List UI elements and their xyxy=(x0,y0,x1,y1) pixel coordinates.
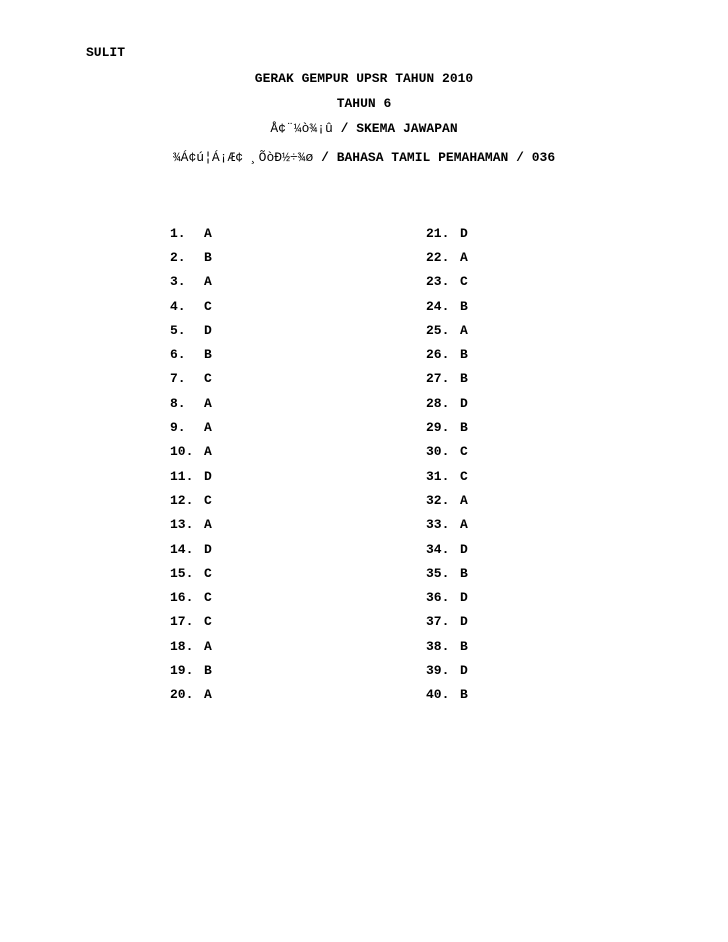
answer-row xyxy=(170,537,212,561)
answer-row xyxy=(170,270,212,294)
question-number: 17. xyxy=(170,614,194,630)
answer-letter: A xyxy=(204,274,212,290)
answer-column-left xyxy=(170,221,212,707)
answer-row xyxy=(170,440,212,464)
answer-letter: D xyxy=(460,590,468,606)
answer-letter: D xyxy=(204,541,212,557)
question-number: 10. xyxy=(170,444,194,460)
answer-row xyxy=(170,683,212,707)
question-number: 18. xyxy=(170,638,194,654)
answer-letter: B xyxy=(460,420,468,436)
answer-letter: A xyxy=(204,444,212,460)
answer-scheme-tamil: Å¢¨¼ò¾¡û xyxy=(270,121,333,136)
answer-letter: B xyxy=(460,565,468,581)
question-number: 23. xyxy=(426,274,450,290)
answer-letter: D xyxy=(460,541,468,557)
answer-letter: D xyxy=(204,322,212,338)
question-number: 27. xyxy=(426,371,450,387)
question-number: 21. xyxy=(426,225,450,241)
question-number: 31. xyxy=(426,468,450,484)
answer-letter: B xyxy=(460,638,468,654)
answer-row xyxy=(426,342,468,366)
question-number: 16. xyxy=(170,590,194,606)
answer-row xyxy=(170,391,212,415)
answer-row xyxy=(426,270,468,294)
question-number: 39. xyxy=(426,662,450,678)
answer-letter: B xyxy=(460,298,468,314)
answer-row xyxy=(426,294,468,318)
question-number: 8. xyxy=(170,395,186,411)
answer-row xyxy=(426,245,468,269)
question-number: 26. xyxy=(426,347,450,363)
subject-malay: / BAHASA TAMIL PEMAHAMAN / 036 xyxy=(313,150,556,165)
question-number: 24. xyxy=(426,298,450,314)
question-number: 5. xyxy=(170,322,186,338)
question-number: 22. xyxy=(426,249,450,265)
answer-letter: C xyxy=(204,371,212,387)
answer-row xyxy=(170,610,212,634)
question-number: 12. xyxy=(170,492,194,508)
answer-letter: D xyxy=(460,225,468,241)
question-number: 38. xyxy=(426,638,450,654)
answer-letter: C xyxy=(204,614,212,630)
question-number: 9. xyxy=(170,420,186,436)
answer-row xyxy=(426,513,468,537)
answer-letter: C xyxy=(204,565,212,581)
answer-letter: A xyxy=(204,395,212,411)
answer-scheme-heading xyxy=(0,121,728,136)
question-number: 36. xyxy=(426,590,450,606)
answer-letter: C xyxy=(460,468,468,484)
answer-scheme-malay: / SKEMA JAWAPAN xyxy=(332,121,458,136)
subject-tamil: ¾Á¢ú¦Á¡Æ¢ ¸ÕòÐ½÷¾ø xyxy=(172,150,314,165)
answer-row xyxy=(170,464,212,488)
answer-row xyxy=(170,294,212,318)
answer-letter: A xyxy=(204,420,212,436)
answer-letter: C xyxy=(460,444,468,460)
answer-row xyxy=(170,245,212,269)
question-number: 33. xyxy=(426,517,450,533)
answer-letter: D xyxy=(460,662,468,678)
answer-letter: B xyxy=(460,371,468,387)
question-number: 15. xyxy=(170,565,194,581)
answer-letter: A xyxy=(204,225,212,241)
subject-heading xyxy=(0,150,728,165)
answer-row xyxy=(170,585,212,609)
answer-row xyxy=(170,513,212,537)
answer-row xyxy=(426,634,468,658)
answer-row xyxy=(426,658,468,682)
answer-row xyxy=(426,440,468,464)
answer-letter: C xyxy=(204,298,212,314)
answer-letter: A xyxy=(204,638,212,654)
question-number: 37. xyxy=(426,614,450,630)
answer-letter: A xyxy=(204,517,212,533)
question-number: 40. xyxy=(426,687,450,703)
question-number: 29. xyxy=(426,420,450,436)
answer-letter: D xyxy=(460,395,468,411)
question-number: 32. xyxy=(426,492,450,508)
answer-letter: B xyxy=(204,347,212,363)
answer-row xyxy=(426,464,468,488)
answer-letter: C xyxy=(460,274,468,290)
answer-letter: C xyxy=(204,492,212,508)
answer-row xyxy=(426,537,468,561)
question-number: 3. xyxy=(170,274,186,290)
question-number: 25. xyxy=(426,322,450,338)
sulit-label: SULIT xyxy=(86,45,126,60)
question-number: 4. xyxy=(170,298,186,314)
answer-row xyxy=(426,391,468,415)
answer-row xyxy=(426,221,468,245)
answer-letter: C xyxy=(204,590,212,606)
question-number: 28. xyxy=(426,395,450,411)
question-number: 30. xyxy=(426,444,450,460)
answer-row xyxy=(170,634,212,658)
answer-row xyxy=(426,415,468,439)
question-number: 11. xyxy=(170,468,194,484)
answer-row xyxy=(426,561,468,585)
answer-row xyxy=(426,488,468,512)
document-title: GERAK GEMPUR UPSR TAHUN 2010 xyxy=(254,71,474,86)
answer-letter: A xyxy=(460,322,468,338)
answer-row xyxy=(170,415,212,439)
answer-letter: A xyxy=(460,249,468,265)
question-number: 19. xyxy=(170,662,194,678)
answer-letter: A xyxy=(204,687,212,703)
answer-letter: B xyxy=(204,249,212,265)
answer-row xyxy=(426,683,468,707)
answer-letter: A xyxy=(460,492,468,508)
answer-row xyxy=(170,488,212,512)
answer-letter: D xyxy=(204,468,212,484)
answer-letter: B xyxy=(204,662,212,678)
question-number: 1. xyxy=(170,225,186,241)
answer-letter: B xyxy=(460,687,468,703)
answer-row xyxy=(170,221,212,245)
question-number: 13. xyxy=(170,517,194,533)
answer-row xyxy=(426,318,468,342)
answer-letter: A xyxy=(460,517,468,533)
answer-row xyxy=(170,367,212,391)
question-number: 34. xyxy=(426,541,450,557)
answer-row xyxy=(170,318,212,342)
answer-row xyxy=(170,561,212,585)
answer-row xyxy=(170,342,212,366)
answer-letter: B xyxy=(460,347,468,363)
answer-row xyxy=(426,585,468,609)
answer-column-right xyxy=(426,221,468,707)
question-number: 6. xyxy=(170,347,186,363)
question-number: 2. xyxy=(170,249,186,265)
answer-row xyxy=(170,658,212,682)
question-number: 35. xyxy=(426,565,450,581)
question-number: 7. xyxy=(170,371,186,387)
answer-row xyxy=(426,610,468,634)
question-number: 14. xyxy=(170,541,194,557)
answer-letter: D xyxy=(460,614,468,630)
year-label: TAHUN 6 xyxy=(336,96,392,111)
question-number: 20. xyxy=(170,687,194,703)
answer-row xyxy=(426,367,468,391)
